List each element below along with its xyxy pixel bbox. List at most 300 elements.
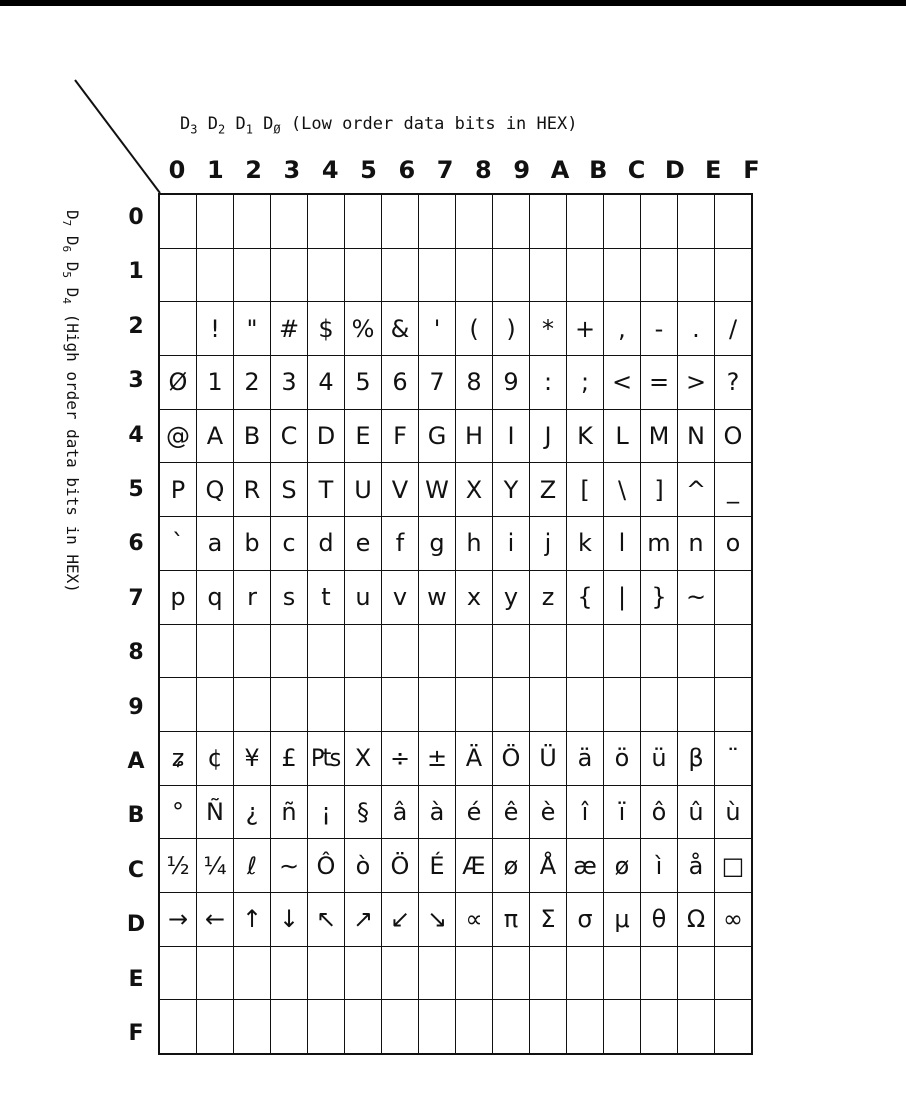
- character-cell: [678, 678, 715, 732]
- character-cell: O: [715, 409, 753, 463]
- character-cell: <: [604, 356, 641, 410]
- character-cell: [604, 624, 641, 678]
- column-header: 8: [475, 156, 492, 184]
- character-cell: ¼: [197, 839, 234, 893]
- character-cell: |: [604, 570, 641, 624]
- character-cell: ↖: [308, 892, 345, 946]
- character-cell: ': [419, 302, 456, 356]
- character-cell: [197, 248, 234, 302]
- character-cell: [604, 194, 641, 248]
- character-cell: [641, 248, 678, 302]
- high-order-caption: (High order data bits in HEX): [63, 313, 82, 593]
- character-cell: °: [159, 785, 197, 839]
- character-cell: [530, 1000, 567, 1054]
- character-cell: è: [530, 785, 567, 839]
- character-cell: ↑: [234, 892, 271, 946]
- character-cell: t: [308, 570, 345, 624]
- character-cell: 8: [456, 356, 493, 410]
- row-header: B: [127, 803, 145, 829]
- character-cell: G: [419, 409, 456, 463]
- character-cell: Z: [530, 463, 567, 517]
- character-cell: X: [345, 731, 382, 785]
- low-order-caption: (Low order data bits in HEX): [290, 114, 578, 134]
- character-cell: Ô: [308, 839, 345, 893]
- character-cell: ,: [604, 302, 641, 356]
- character-cell: ±: [419, 731, 456, 785]
- character-cell: n: [678, 517, 715, 571]
- character-cell: [641, 678, 678, 732]
- character-cell: [197, 194, 234, 248]
- character-cell: Y: [493, 463, 530, 517]
- character-cell: [493, 624, 530, 678]
- character-cell: [641, 194, 678, 248]
- character-cell: .: [678, 302, 715, 356]
- column-header: C: [627, 156, 646, 184]
- character-cell: j: [530, 517, 567, 571]
- character-cell: æ: [567, 839, 604, 893]
- character-cell: é: [456, 785, 493, 839]
- character-cell: [345, 678, 382, 732]
- character-cell: [382, 248, 419, 302]
- character-cell: ∼: [271, 839, 308, 893]
- character-cell: Ä: [456, 731, 493, 785]
- character-cell: Ñ: [197, 785, 234, 839]
- character-cell: [382, 946, 419, 1000]
- character-cell: X: [456, 463, 493, 517]
- character-code-table: [158, 193, 753, 1055]
- character-cell: [678, 1000, 715, 1054]
- character-cell: [530, 678, 567, 732]
- character-cell: [456, 624, 493, 678]
- row-header: E: [128, 966, 144, 992]
- character-cell: ∞: [715, 892, 753, 946]
- table-row: [159, 785, 752, 839]
- table-row: [159, 463, 752, 517]
- character-cell: ]: [641, 463, 678, 517]
- character-cell: q: [197, 570, 234, 624]
- character-cell: v: [382, 570, 419, 624]
- character-cell: c: [271, 517, 308, 571]
- column-header: 5: [360, 156, 377, 184]
- character-cell: [493, 678, 530, 732]
- character-cell: m: [641, 517, 678, 571]
- character-cell: [308, 624, 345, 678]
- character-cell: [715, 248, 753, 302]
- character-cell: [382, 1000, 419, 1054]
- character-cell: [715, 678, 753, 732]
- character-cell: ↓: [271, 892, 308, 946]
- character-cell: C: [271, 409, 308, 463]
- character-cell: ½: [159, 839, 197, 893]
- character-cell: b: [234, 517, 271, 571]
- character-cell: ö: [604, 731, 641, 785]
- character-cell: J: [530, 409, 567, 463]
- character-cell: [271, 194, 308, 248]
- character-cell: @: [159, 409, 197, 463]
- character-cell: 2: [234, 356, 271, 410]
- character-cell: ü: [641, 731, 678, 785]
- row-header: F: [128, 1021, 144, 1046]
- character-cell: U: [345, 463, 382, 517]
- character-cell: □: [715, 839, 753, 893]
- character-cell: [234, 194, 271, 248]
- character-cell: W: [419, 463, 456, 517]
- character-cell: [197, 1000, 234, 1054]
- character-cell: [678, 946, 715, 1000]
- table-row: [159, 517, 752, 571]
- character-cell: ¨: [715, 731, 753, 785]
- character-cell: [604, 1000, 641, 1054]
- character-cell: ô: [641, 785, 678, 839]
- column-header: 0: [168, 156, 186, 184]
- row-header: 7: [128, 585, 144, 611]
- character-cell: [678, 194, 715, 248]
- character-cell: ¡: [308, 785, 345, 839]
- character-cell: [419, 624, 456, 678]
- character-cell: [308, 1000, 345, 1054]
- character-cell: [567, 678, 604, 732]
- character-cell: [159, 678, 197, 732]
- character-cell: [641, 624, 678, 678]
- character-cell: Q: [197, 463, 234, 517]
- character-cell: (: [456, 302, 493, 356]
- character-cell: y: [493, 570, 530, 624]
- character-cell: I: [493, 409, 530, 463]
- table-row: [159, 1000, 752, 1054]
- table-row: [159, 248, 752, 302]
- row-header: 8: [128, 640, 144, 666]
- row-header: 4: [128, 422, 144, 448]
- character-cell: [456, 1000, 493, 1054]
- character-cell: a: [197, 517, 234, 571]
- character-cell: å: [678, 839, 715, 893]
- character-cell: [345, 624, 382, 678]
- character-cell: 3: [271, 356, 308, 410]
- character-cell: 7: [419, 356, 456, 410]
- character-cell: [604, 946, 641, 1000]
- character-cell: 9: [493, 356, 530, 410]
- character-cell: [567, 624, 604, 678]
- character-cell: \: [604, 463, 641, 517]
- character-cell: 5: [345, 356, 382, 410]
- character-cell: ∝: [456, 892, 493, 946]
- character-cell: ʑ: [159, 731, 197, 785]
- character-cell: [530, 194, 567, 248]
- character-cell: [308, 678, 345, 732]
- character-cell: [234, 1000, 271, 1054]
- column-header: 3: [283, 156, 301, 184]
- character-cell: w: [419, 570, 456, 624]
- character-cell: A: [197, 409, 234, 463]
- low-order-bits-label: $D_3$ $D_2$ $D_1$ $D_Ø$ (Low order data bits in HEX): [180, 114, 578, 137]
- character-cell: e: [345, 517, 382, 571]
- character-cell: $: [308, 302, 345, 356]
- character-cell: %: [345, 302, 382, 356]
- character-cell: Ö: [493, 731, 530, 785]
- character-cell: £: [271, 731, 308, 785]
- character-cell: k: [567, 517, 604, 571]
- character-cell: s: [271, 570, 308, 624]
- character-cell: ê: [493, 785, 530, 839]
- character-cell: →: [159, 892, 197, 946]
- character-cell: ;: [567, 356, 604, 410]
- character-cell: [234, 248, 271, 302]
- high-order-bits-label: $D_7$ $D_6$ $D_5$ $D_4$ (High order data bits in HEX): [59, 210, 82, 593]
- character-cell: r: [234, 570, 271, 624]
- character-cell: !: [197, 302, 234, 356]
- character-cell: }: [641, 570, 678, 624]
- table-row: [159, 946, 752, 1000]
- character-cell: E: [345, 409, 382, 463]
- character-cell: S: [271, 463, 308, 517]
- table-row: [159, 892, 752, 946]
- character-cell: &: [382, 302, 419, 356]
- character-cell: ï: [604, 785, 641, 839]
- character-cell: [159, 302, 197, 356]
- row-header: 6: [128, 531, 144, 557]
- table-row: [159, 731, 752, 785]
- character-cell: [641, 1000, 678, 1054]
- character-cell: K: [567, 409, 604, 463]
- character-cell: [271, 946, 308, 1000]
- character-cell: θ: [641, 892, 678, 946]
- character-cell: d: [308, 517, 345, 571]
- character-cell: [641, 946, 678, 1000]
- character-cell: [456, 194, 493, 248]
- character-cell: [382, 624, 419, 678]
- character-cell: [159, 624, 197, 678]
- character-cell: Σ: [530, 892, 567, 946]
- character-cell: Ö: [382, 839, 419, 893]
- character-cell: p: [159, 570, 197, 624]
- character-cell: à: [419, 785, 456, 839]
- character-cell: [308, 248, 345, 302]
- character-cell: [197, 624, 234, 678]
- character-cell: ←: [197, 892, 234, 946]
- character-cell: [567, 194, 604, 248]
- character-cell: [567, 946, 604, 1000]
- row-header: 2: [128, 313, 144, 339]
- character-cell: [234, 678, 271, 732]
- character-cell: B: [234, 409, 271, 463]
- character-cell: §: [345, 785, 382, 839]
- character-cell: [234, 624, 271, 678]
- character-cell: Å: [530, 839, 567, 893]
- character-cell: [197, 946, 234, 1000]
- column-header: 6: [398, 156, 416, 184]
- character-cell: Ø: [159, 356, 197, 410]
- character-cell: R: [234, 463, 271, 517]
- character-cell: F: [382, 409, 419, 463]
- column-header: B: [589, 156, 608, 184]
- row-header: A: [127, 749, 145, 774]
- character-cell: 1: [197, 356, 234, 410]
- character-cell: Ω: [678, 892, 715, 946]
- character-cell: h: [456, 517, 493, 571]
- column-header: E: [704, 156, 722, 184]
- character-cell: ù: [715, 785, 753, 839]
- character-cell: x: [456, 570, 493, 624]
- row-header: D: [126, 912, 146, 938]
- character-cell: [530, 248, 567, 302]
- character-cell: M: [641, 409, 678, 463]
- column-header: F: [743, 156, 760, 184]
- character-cell: [345, 1000, 382, 1054]
- character-cell: D: [308, 409, 345, 463]
- character-cell: {: [567, 570, 604, 624]
- character-cell: [271, 1000, 308, 1054]
- character-cell: z: [530, 570, 567, 624]
- character-cell: [382, 194, 419, 248]
- character-cell: [456, 678, 493, 732]
- table-row: [159, 570, 752, 624]
- character-cell: [715, 946, 753, 1000]
- character-cell: [678, 248, 715, 302]
- character-cell: μ: [604, 892, 641, 946]
- character-cell: É: [419, 839, 456, 893]
- character-cell: >: [678, 356, 715, 410]
- character-cell: ò: [345, 839, 382, 893]
- character-cell: ø: [604, 839, 641, 893]
- character-cell: g: [419, 517, 456, 571]
- character-cell: _: [715, 463, 753, 517]
- table-row: [159, 356, 752, 410]
- character-cell: ÷: [382, 731, 419, 785]
- character-cell: [159, 1000, 197, 1054]
- character-cell: [419, 1000, 456, 1054]
- character-cell: [159, 194, 197, 248]
- column-header: 7: [436, 156, 454, 184]
- character-cell: +: [567, 302, 604, 356]
- character-cell: [715, 1000, 753, 1054]
- character-cell: ?: [715, 356, 753, 410]
- column-header: 2: [245, 156, 262, 184]
- character-cell: â: [382, 785, 419, 839]
- character-cell: P: [159, 463, 197, 517]
- character-cell: ~: [678, 570, 715, 624]
- column-header: 1: [206, 156, 224, 184]
- row-header: 1: [128, 259, 144, 285]
- character-cell: ℓ: [234, 839, 271, 893]
- column-header: 4: [321, 156, 339, 184]
- table-row: [159, 678, 752, 732]
- character-cell: #: [271, 302, 308, 356]
- character-cell: ^: [678, 463, 715, 517]
- character-cell: ↙: [382, 892, 419, 946]
- character-cell: Æ: [456, 839, 493, 893]
- character-cell: [493, 1000, 530, 1054]
- column-header: D: [664, 156, 685, 184]
- character-cell: [493, 248, 530, 302]
- character-cell: =: [641, 356, 678, 410]
- character-cell: `: [159, 517, 197, 571]
- character-cell: /: [715, 302, 753, 356]
- character-cell: ñ: [271, 785, 308, 839]
- character-cell: N: [678, 409, 715, 463]
- character-cell: [456, 946, 493, 1000]
- character-cell: [345, 248, 382, 302]
- character-cell: L: [604, 409, 641, 463]
- character-cell: [419, 194, 456, 248]
- character-cell: [159, 946, 197, 1000]
- table-row: [159, 194, 752, 248]
- character-cell: β: [678, 731, 715, 785]
- character-cell: ä: [567, 731, 604, 785]
- character-cell: ¥: [234, 731, 271, 785]
- row-header: C: [127, 857, 145, 883]
- character-cell: H: [456, 409, 493, 463]
- character-cell: [271, 678, 308, 732]
- character-cell: [234, 946, 271, 1000]
- character-cell: [530, 946, 567, 1000]
- character-cell: -: [641, 302, 678, 356]
- character-cell: [530, 624, 567, 678]
- character-cell: σ: [567, 892, 604, 946]
- character-cell: ì: [641, 839, 678, 893]
- character-cell: [715, 570, 753, 624]
- character-cell: l: [604, 517, 641, 571]
- character-cell: [197, 678, 234, 732]
- row-header: 0: [128, 205, 144, 230]
- character-cell: [715, 624, 753, 678]
- character-cell: ): [493, 302, 530, 356]
- character-cell: [271, 624, 308, 678]
- character-cell: π: [493, 892, 530, 946]
- character-cell: [456, 248, 493, 302]
- character-cell: T: [308, 463, 345, 517]
- character-cell: ": [234, 302, 271, 356]
- character-cell: u: [345, 570, 382, 624]
- character-cell: [345, 946, 382, 1000]
- character-cell: 6: [382, 356, 419, 410]
- character-cell: [604, 248, 641, 302]
- character-cell: [715, 194, 753, 248]
- table-row: [159, 624, 752, 678]
- character-cell: [604, 678, 641, 732]
- character-cell: [493, 946, 530, 1000]
- character-cell: f: [382, 517, 419, 571]
- table-row: [159, 409, 752, 463]
- character-cell: [271, 248, 308, 302]
- character-cell: [678, 624, 715, 678]
- character-cell: ¢: [197, 731, 234, 785]
- character-cell: [308, 946, 345, 1000]
- table-row: [159, 302, 752, 356]
- character-cell: [493, 194, 530, 248]
- character-cell: [567, 248, 604, 302]
- character-cell: û: [678, 785, 715, 839]
- character-cell: [: [567, 463, 604, 517]
- character-cell: [419, 946, 456, 1000]
- column-header: A: [550, 156, 570, 184]
- character-cell: [345, 194, 382, 248]
- character-cell: ↘: [419, 892, 456, 946]
- character-cell: [419, 248, 456, 302]
- row-header: 3: [128, 368, 144, 394]
- character-cell: ø: [493, 839, 530, 893]
- character-cell: [159, 248, 197, 302]
- character-cell: 4: [308, 356, 345, 410]
- character-cell: [567, 1000, 604, 1054]
- character-cell: ¿: [234, 785, 271, 839]
- row-header: 9: [128, 694, 144, 720]
- character-cell: [419, 678, 456, 732]
- character-cell: V: [382, 463, 419, 517]
- character-cell: o: [715, 517, 753, 571]
- character-cell: *: [530, 302, 567, 356]
- row-header: 5: [128, 477, 144, 502]
- character-cell: [382, 678, 419, 732]
